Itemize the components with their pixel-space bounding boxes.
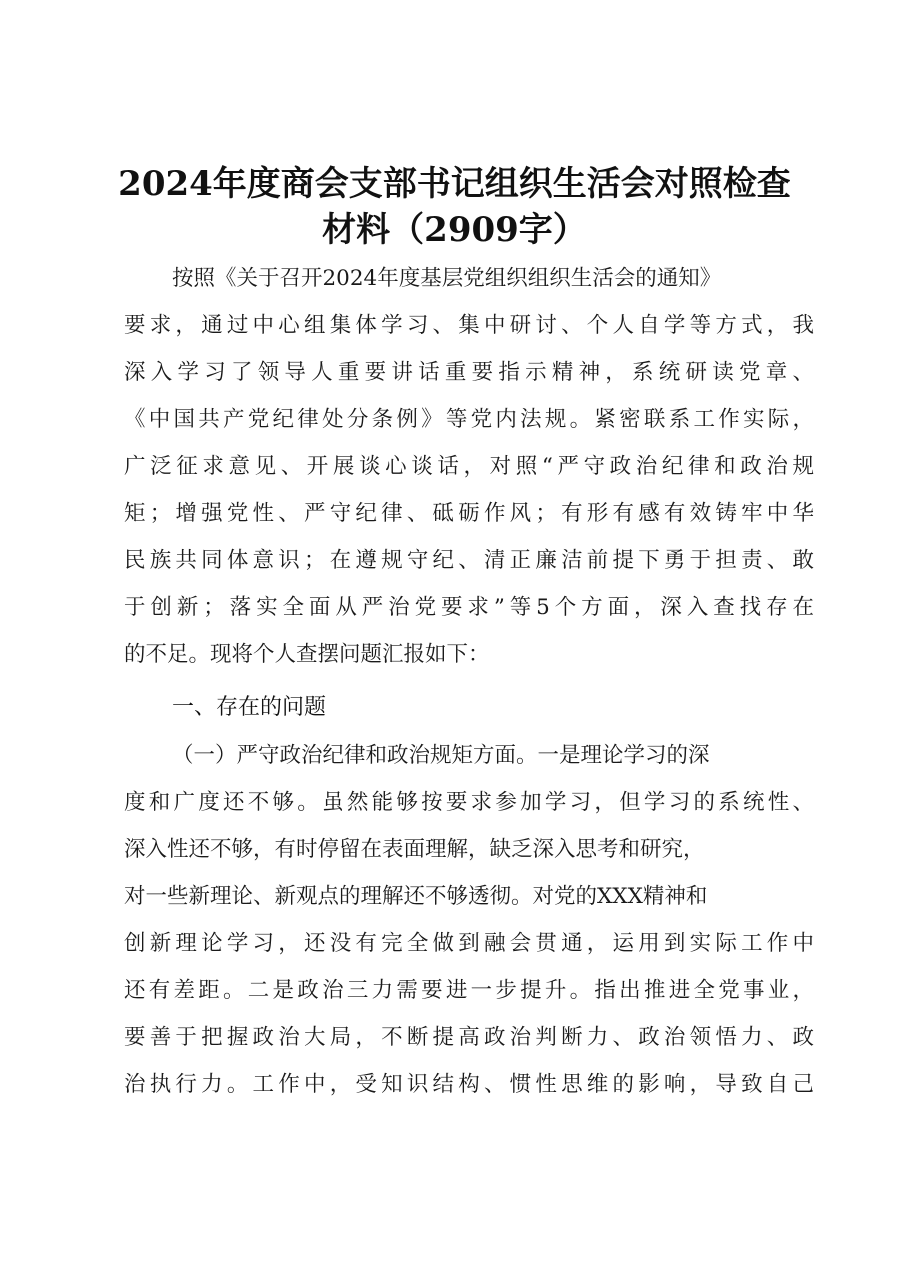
intro-paragraph-line: 要求，通过中心组集体学习、集中研讨、个人自学等方式，我 (124, 313, 814, 338)
document-title-line-2: 材料（2909字） (322, 210, 587, 250)
intro-paragraph-line: 深入学习了领导人重要讲话重要指示精神，系统研读党章、 (124, 360, 814, 385)
section-paragraph-line: 还有差距。二是政治三力需要进一步提升。指出推进全党事业， (124, 978, 814, 1003)
section-paragraph-line: 对一些新理论、新观点的理解还不够透彻。对党的XXX精神和 (124, 884, 708, 909)
document-title-line-1: 2024年度商会支部书记组织生活会对照检查 (118, 164, 791, 204)
intro-paragraph-line: 矩；增强党性、严守纪律、砥砺作风；有形有感有效铸牢中华 (124, 501, 814, 526)
section-paragraph-line: 创新理论学习，还没有完全做到融会贯通，运用到实际工作中 (124, 931, 814, 956)
section-paragraph-line: 度和广度还不够。虽然能够按要求参加学习，但学习的系统性、 (124, 790, 814, 815)
intro-paragraph-line: 《中国共产党纪律处分条例》等党内法规。紧密联系工作实际， (124, 407, 814, 432)
intro-paragraph-line: 的不足。现将个人查摆问题汇报如下： (124, 642, 490, 667)
section-paragraph-line: 治执行力。工作中，受知识结构、惯性思维的影响，导致自己 (124, 1072, 814, 1097)
section-heading: 一、存在的问题 (172, 695, 327, 720)
section-paragraph-line: 深入性还不够，有时停留在表面理解，缺乏深入思考和研究， (124, 837, 705, 862)
section-paragraph-line: 要善于把握政治大局，不断提高政治判断力、政治领悟力、政 (124, 1025, 814, 1050)
intro-paragraph-line: 于创新；落实全面从严治党要求”等5个方面，深入查找存在 (124, 595, 814, 620)
intro-paragraph-line: 按照《关于召开2024年度基层党组织组织生活会的通知》 (172, 266, 722, 291)
intro-paragraph-line: 民族共同体意识；在遵规守纪、清正廉洁前提下勇于担责、敢 (124, 548, 814, 573)
intro-paragraph-line: 广泛征求意见、开展谈心谈话，对照“严守政治纪律和政治规 (124, 454, 814, 479)
section-paragraph-line: （一）严守政治纪律和政治规矩方面。一是理论学习的深 (172, 743, 710, 768)
